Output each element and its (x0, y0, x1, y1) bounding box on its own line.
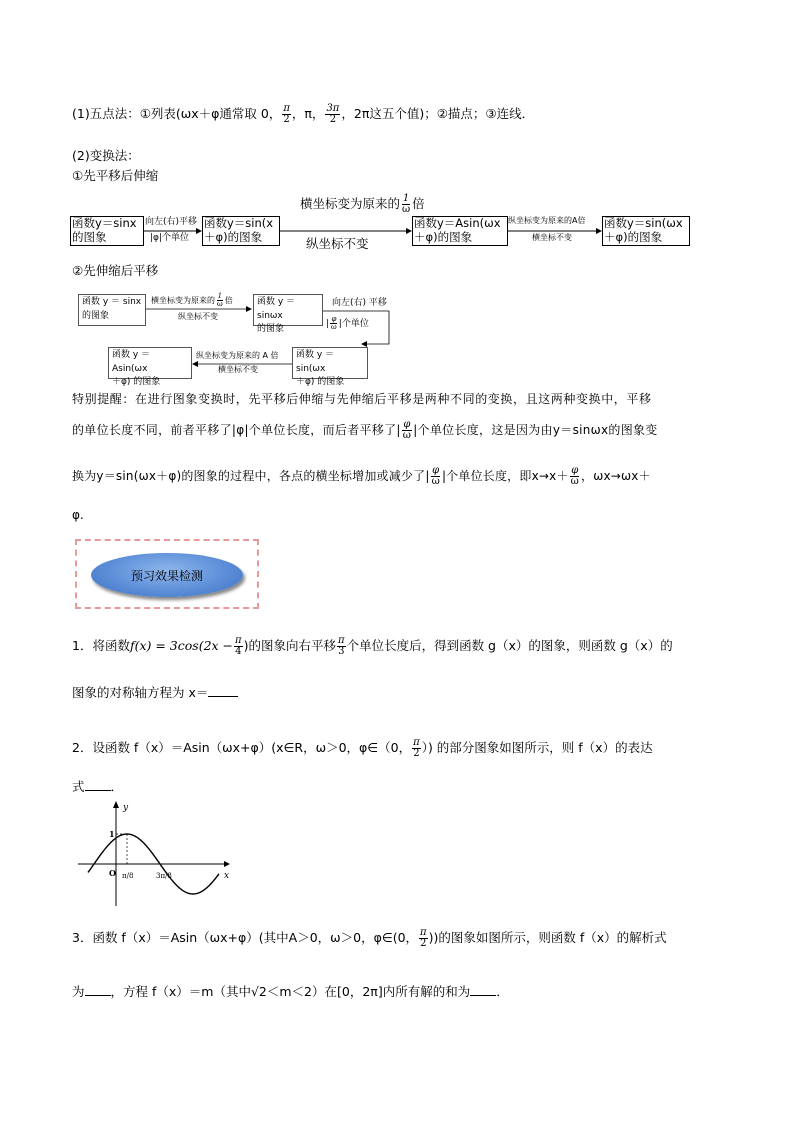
flow2-arrow1-top: 横坐标变为原来的 $\frac{1}{\omega}$ 倍 (151, 292, 233, 308)
tip-line-3: 换为y＝sin(ωx＋φ)的图象的过程中，各点的横坐标增加或减少了| $\frac{\varphi}{\omega}$ |个单位长度，即x→x＋ $\frac{\varphi}{\omega}$ ，ωx→ωx＋ (72, 465, 651, 487)
intro-text-b: ，π， (291, 106, 325, 121)
x-axis-label: x (224, 871, 230, 881)
flow1-arrow3-bottom: 横坐标不变 (532, 233, 572, 242)
flow2-arrow3-top: 纵坐标变为原来的 A 倍 (196, 351, 279, 360)
question-1-line-2: 图象的对称轴方程为 x＝ (72, 685, 238, 700)
y-axis-label: y (123, 803, 129, 813)
x-tick-pi-8: π/8 (122, 872, 134, 880)
intro-five-point-line (72, 104, 534, 125)
question-2-line-1: 2．设函数 f（x）＝Asin（ωx+φ）(x∈R，ω＞0，φ∈（0， $\frac{\pi}{2}$ ）) 的部分图象如图所示，则 f（x）的表达 (72, 737, 653, 759)
fraction-pi-2: $\frac{\pi}{2}$ (283, 103, 290, 125)
tip-line-1: 特别提醒：在进行图象变换时，先平移后伸缩与先伸缩后平移是两种不同的变换，且这两种变换中，平移 (72, 392, 652, 406)
question-2-line-2: 式 ． (72, 779, 124, 794)
x-tick-3pi-8: 3π/8 (156, 872, 172, 880)
fraction-1-omega-small: $\frac{1}{\omega}$ (217, 292, 223, 308)
flow1-arrow2 (280, 228, 412, 234)
fraction-pi-4: $\frac{\pi}{4}$ (235, 635, 242, 657)
intro-text-c: ，2π这五个值)；②描点；③连线． (341, 106, 535, 121)
section-badge: 预习效果检测 (91, 553, 243, 597)
flow1-arrow3-top: 纵坐标变为原来的A倍 (508, 216, 586, 225)
flow2-box-sin-omega-phi: 函数 y ＝ sin(ωx ＋φ) 的图象 (292, 347, 368, 379)
question-3-line-1: 3．函数 f（x）＝Asin（ωx+φ）(其中A＞0，ω＞0，φ∈(0， $\frac{\pi}{2}$ ))的图象如图所示，则函数 f（x）的解析式 (72, 927, 667, 949)
flow2-arrow2-bottom: | $\frac{\varphi}{\omega}$ |个单位 (326, 315, 369, 331)
question-2-sine-graph (74, 798, 234, 908)
answer-blank[interactable] (85, 780, 111, 791)
flow1-arrow2-top: 横坐标变为原来的 $\frac{1}{\omega}$ 倍 (300, 193, 425, 215)
question-3-line-2: 为 ，方程 f（x）＝m（其中√2＜m＜2）在[0，2π]内所有解的和为 ． (72, 984, 509, 999)
intro-text-a: (1)五点法：①列表(ωx＋φ通常取 0， (72, 106, 282, 121)
fraction-phi-omega: $\frac{\varphi}{\omega}$ (402, 419, 412, 441)
intro-transform-heading: (2)变换法： (72, 148, 140, 163)
flow2-arrow3-bottom: 横坐标不变 (218, 365, 258, 374)
fraction-1-omega: $\frac{1}{\omega}$ (402, 193, 411, 215)
flow1-box-asin: 函数y＝Asin(ωx ＋φ)的图象 (412, 216, 508, 246)
flow2-arrow1-bottom: 纵坐标不变 (178, 312, 218, 321)
x-axis-arrow (224, 861, 230, 867)
y-tick-1: 1 (109, 829, 115, 839)
fraction-phi-omega-small: $\frac{\varphi}{\omega}$ (331, 315, 337, 331)
question-1-line-1: 1．将函数f(x) = 3cos(2x − $\frac{\pi}{4}$ )的图象向右平移 $\frac{\pi}{3}$ 个单位长度后，得到函数 g（x）的图象，则函数 g（x）的 (72, 635, 673, 657)
intro-scale-first-heading: ②先伸缩后平移 (72, 263, 159, 278)
answer-blank-2[interactable] (470, 985, 496, 996)
flow1-box-sin-x-phi: 函数y＝sin(x ＋φ)的图象 (202, 216, 280, 246)
y-axis-arrow (113, 801, 119, 808)
flow2-box-sin-omega-x: 函数 y ＝ sinωx 的图象 (253, 294, 323, 326)
flow2-box-asin: 函数 y ＝ Asin(ωx ＋φ) 的图象 (108, 347, 192, 379)
section-badge-frame (75, 539, 259, 609)
fraction-pi-2-q2: $\frac{\pi}{2}$ (413, 737, 420, 759)
fraction-pi-3: $\frac{\pi}{3}$ (338, 635, 345, 657)
flow1-box-sinx: 函数y＝sinx 的图象 (70, 216, 144, 246)
fraction-phi-omega-3: $\frac{\varphi}{\omega}$ (570, 465, 579, 487)
flow2-arrow2-top: 向左(右) 平移 (332, 298, 387, 308)
origin-label: O (109, 868, 116, 878)
answer-blank[interactable] (208, 686, 238, 697)
intro-shift-first-heading: ①先平移后伸缩 (72, 168, 159, 183)
fraction-3pi-2: $\frac{3\pi}{2}$ (326, 103, 340, 125)
fraction-pi-2-q3: $\frac{\pi}{2}$ (420, 927, 427, 949)
tip-line-4: φ. (72, 508, 84, 522)
answer-blank-1[interactable] (85, 985, 111, 996)
flow2-box-sinx: 函数 y ＝ sinx 的图象 (78, 294, 146, 326)
flow1-arrow1-bottom: |φ|个单位 (150, 233, 190, 243)
flow1-arrow1-top: 向左(右)平移 (145, 217, 198, 227)
tip-line-2: 的单位长度不同，前者平移了|φ|个单位长度，而后者平移了| $\frac{\varphi}{\omega}$ |个单位长度，这是因为由y＝sinωx的图象变 (72, 419, 658, 441)
fraction-phi-omega-2: $\frac{\varphi}{\omega}$ (431, 465, 440, 487)
flow1-box-sin-omega: 函数y＝sin(ωx ＋φ)的图象 (602, 216, 690, 246)
flow1-arrow2-bottom: 纵坐标不变 (306, 236, 369, 251)
